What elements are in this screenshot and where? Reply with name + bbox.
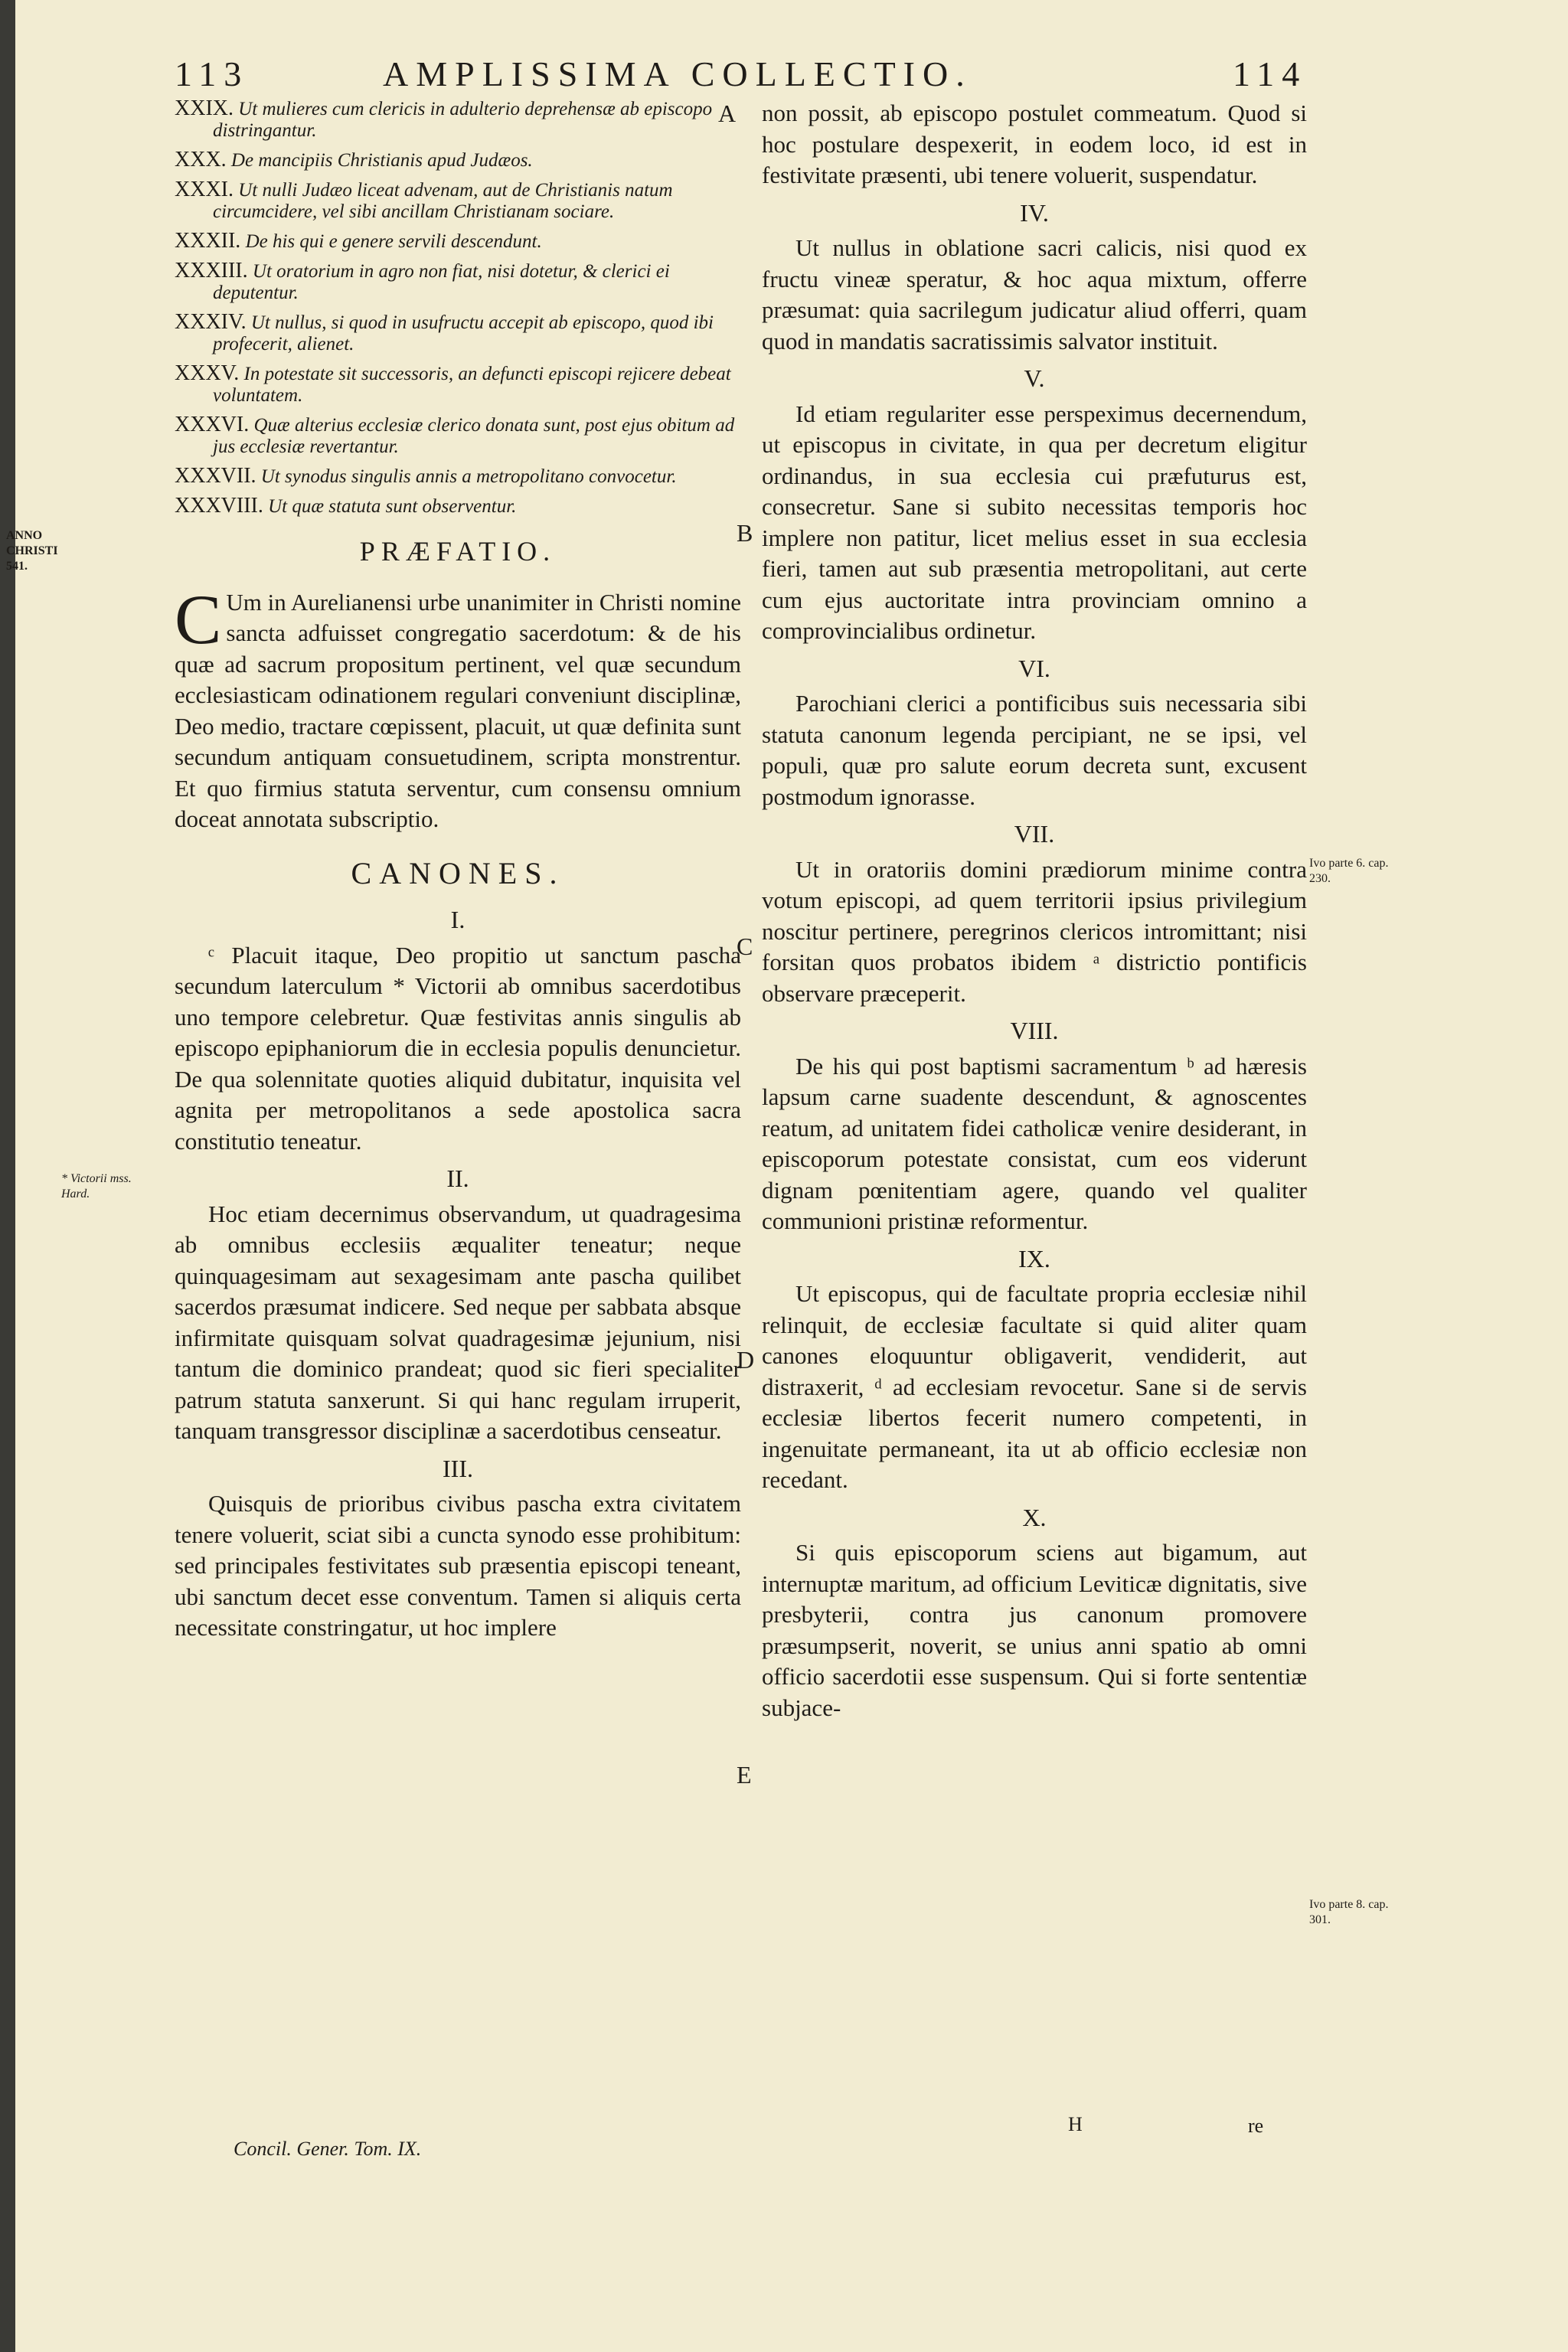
chapter-title: Ut nulli Judæo liceat advenam, aut de Christianis natum circumcidere, vel sibi ancillam Christianam sociare. (213, 180, 673, 222)
chapter-number: XXXIII. (175, 259, 248, 283)
chapter-title-entry (175, 414, 741, 458)
canon-number: I. (450, 906, 466, 933)
book-page (6, 0, 1568, 2352)
canon-number: V. (1024, 364, 1045, 392)
canon-text: Id etiam regulariter esse perspeximus decernendum, ut episcopus in civitate, in qua per decretum eligitur ordinandus, in sua ecclesia cui præfuturus est, consecretur. Sane si subito necessitas temporis hoc implere non patitur, licet melius esset in sua ecclesia fieri, tamen aut sub præsentia metropolitani, aut certe cum ejus auctoritate intra provinciam omnino a comprovincialibus ordinetur. (762, 400, 1307, 644)
margin-ivo-note-x: Ivo parte 8. cap. 301. (1309, 1898, 1389, 1926)
chapter-number: XXXVII. (175, 464, 256, 488)
left-column (175, 98, 741, 1644)
canon-text: non possit, ab episcopo postulet commeatum. Quod si hoc postulare despexerit, in eodem loco, id est in festivitate præsenti, ubi tenere voluerit, suspendatur. (762, 100, 1307, 188)
canon-number: II. (446, 1165, 469, 1192)
section-letter-b: B (737, 519, 753, 547)
chapter-title-entry (175, 466, 741, 488)
canons-right (762, 98, 1307, 1723)
chapter-number: XXXIV. (175, 310, 247, 334)
praefatio-text (175, 580, 741, 835)
canon-text: Ut in oratoriis domini prædiorum minime contra votum episcopi, ad quem territorii ipsius privilegium noscitur pertinere, peregrinos clericos intromittant; nisi forsitan quos probatos ibidem ᵃ districtio pontificis observare præceperit. (762, 855, 1307, 1007)
signature-mark: H (1068, 2113, 1083, 2135)
canones-heading: CANONES. (351, 855, 565, 890)
section-letter-a: A (718, 100, 737, 127)
chapter-title: Quæ alterius ecclesiæ clerico donata sunt, post ejus obitum ad jus ecclesiæ revertantur. (213, 415, 735, 457)
praefatio-body: Um in Aurelianensi urbe unanimiter in Christi nomine sancta adfuisset congregatio sacerdotum: & de his quæ ad sacrum propositum pertinent, vel quæ secundum ecclesiasticam odinationem regulari conveniunt disciplinæ, Deo medio, tractare cœpissent, placuit, ut quæ definita sunt secundum antiquam consuetudinem, scripta monstrentur. Et quo firmius statuta serventur, cum consensu omnium doceat annotata subscriptio. (175, 588, 741, 832)
signature-note: Concil. Gener. Tom. IX. (234, 2138, 422, 2160)
canon-number: IX. (1018, 1244, 1050, 1272)
drop-cap: C (175, 580, 222, 658)
chapter-title-entry (175, 260, 741, 304)
section-letter-d: D (737, 1346, 755, 1374)
canon-number: VIII. (1010, 1017, 1059, 1044)
chapter-title-entry (175, 363, 741, 407)
canon-text: Ut nullus in oblatione sacri calicis, nisi quod ex fructu vineæ speratur, & hoc aqua mixtum, offerre præsumat: quia sacrilegum judicatur aliud offerri, quam quod in mandatis sacratissimis salvator instituit. (762, 234, 1307, 354)
section-letter-e: E (737, 1761, 752, 1788)
canon-text: Ut episcopus, qui de facultate propria ecclesiæ nihil relinquit, de ecclesiæ facultate si quid aliter quam canones eloquuntur obligaverit, vendiderit, aut distraxerit, ᵈ ad ecclesiam revocetur. Sane si de servis ecclesiæ libertos fecerit numero competenti, in ingenuitate permaneant, ita ut ab officio ecclesiæ non recedant. (762, 1280, 1307, 1493)
right-column (762, 98, 1307, 1723)
chapter-title: Ut nullus, si quod in usufructu accepit ab episcopo, quod ibi profecerit, alienet. (213, 312, 714, 354)
canon-text: Hoc etiam decernimus observandum, ut quadragesima ab omnibus ecclesiis æqualiter teneatur; neque quinquagesimam aut sexagesimam ante pascha quilibet sacerdos præsumat indicere. Sed neque per sabbata absque infirmitate quisquam solvat quadragesimæ jejunium, nisi tantum die dominico prandeat; quod sic fieri specialiter patrum statuta sanxerunt. Si qui hanc regulam irruperit, tanquam transgressor disciplinæ a sacerdotibus censeatur. (175, 1200, 741, 1444)
left-page-number: 113 (175, 54, 250, 93)
chapter-title: Ut oratorium in agro non fiat, nisi dotetur, & clerici ei deputentur. (213, 261, 670, 303)
chapter-number: XXXII. (175, 229, 241, 253)
canons-left (175, 904, 741, 1644)
book-gutter (0, 0, 15, 2352)
chapter-title: De mancipiis Christianis apud Judæos. (230, 150, 533, 171)
chapter-title-entry (175, 98, 741, 142)
chapter-number: XXXVI. (175, 413, 250, 436)
chapter-title-list (175, 98, 741, 518)
chapter-title-entry (175, 312, 741, 355)
chapter-title-entry (175, 149, 741, 172)
running-title: AMPLISSIMA COLLECTIO. (383, 54, 972, 93)
chapter-title-entry (175, 230, 741, 253)
chapter-title: De his qui e genere servili descendunt. (245, 231, 542, 252)
section-letter-c: C (737, 933, 753, 960)
margin-anno-christi: ANNO CHRISTI 541. (6, 529, 58, 573)
chapter-title: Ut synodus singulis annis a metropolitano convocetur. (260, 466, 677, 487)
canon-text: Si quis episcoporum sciens aut bigamum, aut internuptæ maritum, ad officium Leviticæ dignitatis, sive presbyterii, contra jus canonum promovere præsumpserit, noverit, se unius anni spatio ab omni officio sacerdotii esse suspensum. Qui si forte sententiæ subjace- (762, 1539, 1307, 1721)
chapter-number: XXX. (175, 148, 227, 172)
canon-number: X. (1022, 1503, 1047, 1531)
chapter-title-entry (175, 179, 741, 223)
chapter-title-entry (175, 495, 741, 518)
chapter-number: XXXI. (175, 178, 234, 201)
chapter-title: Ut quæ statuta sunt observentur. (268, 496, 517, 517)
right-page-number: 114 (1233, 54, 1308, 93)
canon-number: VII. (1014, 820, 1055, 848)
catchword: re (1248, 2115, 1264, 2137)
canon-text: Quisquis de prioribus civibus pascha extra civitatem tenere voluerit, sciat sibi a cuncta synodo esse prohibitum: sed principales festivitates sub præsentia episcopi teneant, ubi sanctum decet esse conventum. Tamen si aliquis certa necessitate constringatur, ut hoc implere (175, 1490, 741, 1641)
canon-text: Parochiani clerici a pontificibus suis necessaria sibi statuta canonum legenda percipiant, ne se ipsi, vel populi, quæ pro salute eorum decreta sunt, excusent postmodum ignorasse. (762, 690, 1307, 810)
chapter-title: Ut mulieres cum clericis in adulterio deprehensæ ab episcopo distringantur. (213, 99, 713, 141)
canon-number: IV. (1020, 198, 1049, 227)
chapter-title: In potestate sit successoris, an defuncti episcopi rejicere debeat voluntatem. (213, 364, 731, 406)
canon-text: ᶜ Placuit itaque, Deo propitio ut sanctum pascha secundum laterculum * Victorii ab omnibus sacerdotibus uno tempore celebretur. Quæ festivitas annis singulis ab episcopo epiphaniorum die in ecclesia populis denuncietur. De qua solennitate quoties aliquid dubitatur, inquisita vel agnita per metropolitanos a sede apostolica sacra constitutio teneatur. (175, 941, 741, 1155)
margin-ivo-note-vi: Ivo parte 6. cap. 230. (1309, 857, 1389, 885)
chapter-number: XXIX. (175, 96, 234, 120)
canon-number: III. (443, 1454, 473, 1482)
margin-victorii-note: * Victorii mss. Hard. (61, 1172, 132, 1200)
chapter-number: XXXV. (175, 361, 240, 385)
canon-text: De his qui post baptismi sacramentum ᵇ ad hæresis lapsum carne suadente descendunt, & agnoscentes reatum, ad unitatem fidei catholicæ venire desiderant, in episcoporum potestate consistat, cum eos viderunt dignam pœnitentiam agere, quando vel qualiter communioni pristinæ reformentur. (762, 1052, 1307, 1234)
chapter-number: XXXVIII. (175, 494, 263, 518)
canon-number: VI. (1018, 654, 1050, 682)
praefatio-heading: PRÆFATIO. (359, 536, 557, 567)
